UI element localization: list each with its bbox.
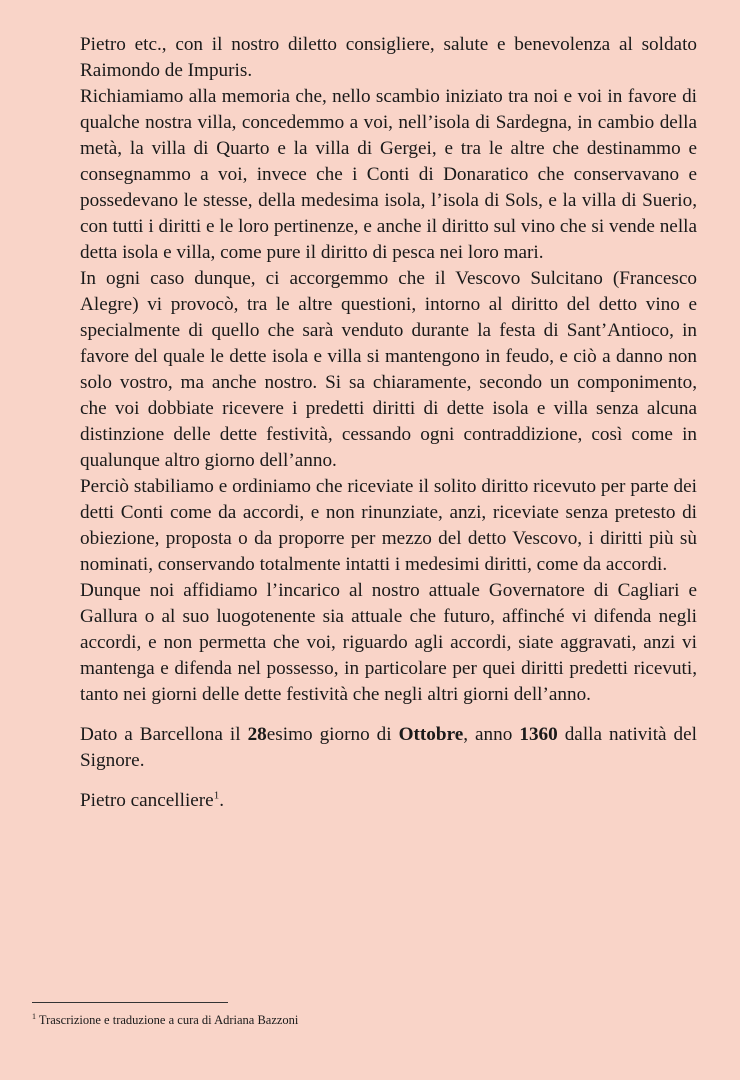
letter-body — [80, 32, 697, 814]
footnote-divider — [32, 1002, 228, 1003]
paragraph-recall: Richiamiamo alla memoria che, nello scambio iniziato tra noi e voi in favore di qualche nostra villa, concedemmo a voi, nell’isola di Sardegna, in cambio della metà, la villa di Quarto e la villa di Gergei, e tra le altre che destinammo e consegnammo a voi, invece che i Conti di Donaratico che conservavano e possedevano le stesse, della medesima isola, l’isola di Sols, e la villa di Suerio, con tutti i diritti e le loro pertinenze, e anche il diritto sul vino che si vende nella detta isola e villa, come pure il diritto di pesca nei loro mari. — [80, 86, 697, 263]
date-day: 28 — [247, 724, 267, 745]
date-day-suffix: esimo giorno di — [266, 724, 399, 745]
footnote — [32, 1012, 298, 1028]
signature-line — [80, 788, 697, 814]
paragraph-decree: Perciò stabiliamo e ordiniamo che riceviate il solito diritto ricevuto per parte dei detti Conti come da accordi, e non rinunziate, anzi, riceviate senza pretesto di obiezione, proposta o da proporre per mezzo del detto Vescovo, i diritti più sù nominati, conservando totalmente intatti i medesimi diritti, come da accordi. — [80, 476, 697, 575]
signature-end: . — [219, 790, 225, 811]
paragraph-salutation: Pietro etc., con il nostro diletto consigliere, salute e benevolenza al soldato Raimondo de Impuris. — [80, 34, 697, 81]
date-year-prefix: , anno — [463, 724, 520, 745]
footnote-ref[interactable]: 1 — [213, 789, 220, 802]
paragraph-dispute: In ogni caso dunque, ci accorgemmo che il Vescovo Sulcitano (Francesco Alegre) vi provocò, tra le altre questioni, intorno al diritto del detto vino e specialmente di quello che sarà venduto durante la festa di Sant’Antioco, in favore del quale le dette isola e villa si mantengono in feudo, e ciò a danno non solo vostro, ma anche nostro. Si sa chiaramente, secondo un componimento, che voi dobbiate ricevere i predetti diritti di dette isola e villa senza alcuna distinzione delle dette festività, cessando ogni contraddizione, così come in qualunque altro giorno dell’anno. — [80, 268, 697, 471]
footnote-text: Trascrizione e traduzione a cura di Adriana Bazzoni — [36, 1013, 299, 1027]
date-suffix: dalla natività del Signore. — [80, 724, 697, 771]
paragraph-governor: Dunque noi affidiamo l’incarico al nostro attuale Governatore di Cagliari e Gallura o al suo luogotenente sia attuale che futuro, affinché vi difenda negli accordi, e non permetta che voi, riguardo agli accordi, siate aggravati, anzi vi mantenga e difenda nel possesso, in particolare per quei diritti predetti ricevuti, tanto nei giorni delle dette festività che negli altri giorni dell’anno. — [80, 580, 697, 705]
footnote-marker: 1 — [32, 1011, 36, 1021]
signature-text: Pietro cancelliere — [80, 790, 214, 811]
date-year: 1360 — [519, 724, 558, 745]
date-line — [80, 722, 697, 774]
date-prefix: Dato a Barcellona il — [80, 724, 248, 745]
date-month: Ottobre — [398, 724, 464, 745]
